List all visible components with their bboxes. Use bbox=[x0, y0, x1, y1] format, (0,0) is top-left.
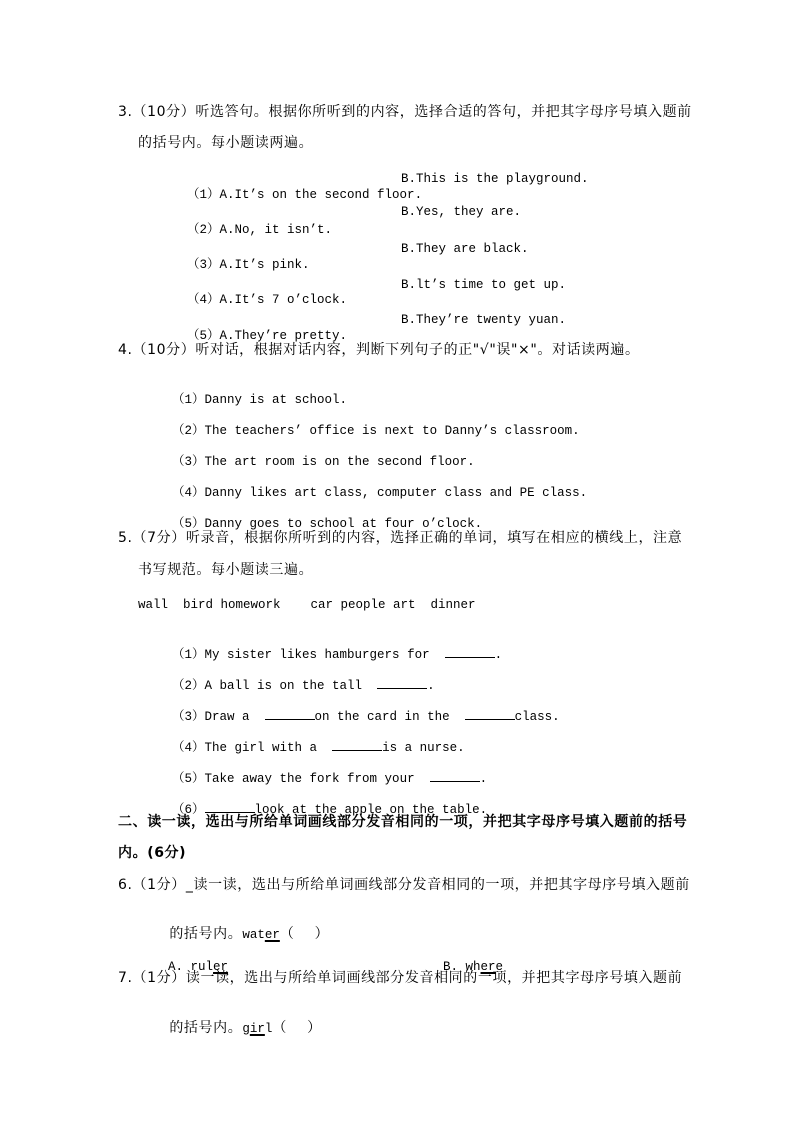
q5-item-text: Take away the fork from your bbox=[204, 772, 430, 786]
q7-header-line2 bbox=[138, 1001, 322, 1056]
q3-item-num: （3） bbox=[187, 258, 220, 272]
q5-item-text: My sister likes hamburgers for bbox=[204, 648, 445, 662]
answer-blank[interactable] bbox=[265, 707, 315, 720]
q4-item-num: （4） bbox=[172, 486, 205, 500]
q4-item-num: （3） bbox=[172, 455, 205, 469]
q5-item-text: look at the apple on the table. bbox=[254, 803, 488, 817]
answer-blank[interactable] bbox=[205, 800, 255, 813]
q5-item-text: Draw a bbox=[204, 710, 265, 724]
q5-item-num: （2） bbox=[172, 679, 205, 693]
q4-item-num: （5） bbox=[172, 517, 205, 531]
q6-word-part: wat bbox=[242, 928, 265, 942]
q5-word-bank: wall bird homework car people art dinner bbox=[138, 598, 476, 612]
q7-word-part: g bbox=[242, 1022, 250, 1036]
q5-item-text: . bbox=[479, 772, 488, 786]
q3-header-line2: 的括号内。每小题读两遍。 bbox=[138, 135, 314, 151]
q6-word-underlined: er bbox=[264, 928, 280, 942]
q5-item-text: class. bbox=[514, 710, 560, 724]
q5-item-num: （5） bbox=[172, 772, 205, 786]
q3-item-num: （1） bbox=[187, 188, 220, 202]
q4-item-num: （1） bbox=[172, 393, 205, 407]
q6-option-a-text: A. rul bbox=[168, 960, 214, 974]
q5-item-text: . bbox=[494, 648, 503, 662]
q3-option-b: B.lt’s time to get up. bbox=[401, 278, 567, 292]
q6-option-a-underlined: er bbox=[213, 960, 229, 974]
q6-prompt: 的括号内。 bbox=[169, 926, 243, 942]
q5-item-text: is a nurse. bbox=[382, 741, 465, 755]
q7-header-line1: 7.（1分）读一读，选出与所给单词画线部分发音相同的一项，并把其字母序号填入题前 bbox=[118, 970, 683, 986]
q6-option-b-underlined: er bbox=[480, 960, 496, 974]
q7-answer-paren[interactable]: （ ） bbox=[272, 1020, 322, 1036]
q7-word-part: l bbox=[264, 1022, 273, 1036]
q6-answer-paren[interactable]: （ ） bbox=[279, 926, 330, 942]
q3-option-a: A.No, it isn’t. bbox=[219, 223, 333, 237]
section2-title-line2: 内。(6分) bbox=[118, 845, 187, 861]
q3-option-a: A.It’s 7 o’clock. bbox=[219, 293, 348, 307]
q5-item-num: （1） bbox=[172, 648, 205, 662]
answer-blank[interactable] bbox=[332, 738, 382, 751]
q3-option-b: B.They are black. bbox=[401, 242, 529, 256]
q5-item-num: （6） bbox=[172, 803, 205, 817]
q6-word bbox=[242, 928, 280, 942]
q3-option-b: B.Yes, they are. bbox=[401, 205, 522, 219]
q3-item-num: （4） bbox=[187, 293, 220, 307]
q7-word bbox=[242, 1022, 272, 1036]
answer-blank[interactable] bbox=[465, 707, 515, 720]
q4-item-text: Danny likes art class, computer class and PE class. bbox=[204, 486, 588, 500]
q4-item-text: Danny goes to school at four o’clock. bbox=[204, 517, 483, 531]
answer-blank[interactable] bbox=[445, 645, 495, 658]
q5-item-text: A ball is on the tall bbox=[204, 679, 378, 693]
answer-blank[interactable] bbox=[377, 676, 427, 689]
q5-item-text: . bbox=[427, 679, 435, 693]
q3-option-a: A.It’s on the second floor. bbox=[219, 188, 423, 202]
q3-option-b: B.They’re twenty yuan. bbox=[401, 313, 567, 327]
section2-title-line1: 二、读一读，选出与所给单词画线部分发音相同的一项，并把其字母序号填入题前的括号 bbox=[118, 814, 688, 830]
q7-prompt: 的括号内。 bbox=[169, 1020, 243, 1036]
q6-header-line1: 6.（1分）_读一读，选出与所给单词画线部分发音相同的一项，并把其字母序号填入题前 bbox=[118, 877, 690, 893]
q4-item-text: The art room is on the second floor. bbox=[204, 455, 475, 469]
q3-item-num: （2） bbox=[187, 223, 220, 237]
q5-item-num: （3） bbox=[172, 710, 205, 724]
q3-item-num: （5） bbox=[187, 329, 220, 343]
q3-option-b: B.This is the playground. bbox=[401, 172, 589, 186]
q6-option-b-text: B. wh bbox=[443, 960, 481, 974]
q3-header-line1: 3.（10分）听选答句。根据你所听到的内容，选择合适的答句，并把其字母序号填入题前 bbox=[118, 104, 692, 120]
q5-item-num: （4） bbox=[172, 741, 205, 755]
q5-header-line2: 书写规范。每小题读三遍。 bbox=[138, 562, 314, 578]
q4-header: 4.（10分）听对话，根据对话内容，判断下列句子的正"√"误"×"。对话读两遍。 bbox=[118, 342, 640, 358]
q3-option-a: A.It’s pink. bbox=[219, 258, 310, 272]
q5-item-text: The girl with a bbox=[204, 741, 333, 755]
q4-item-text: The teachers’ office is next to Danny’s classroom. bbox=[204, 424, 580, 438]
answer-blank[interactable] bbox=[430, 769, 480, 782]
q7-word-underlined: ir bbox=[249, 1022, 265, 1036]
q5-item-text: on the card in the bbox=[314, 710, 465, 724]
q4-item-text: Danny is at school. bbox=[204, 393, 348, 407]
q5-header-line1: 5.（7分）听录音，根据你所听到的内容，选择正确的单词，填写在相应的横线上，注意 bbox=[118, 530, 683, 546]
q4-item-num: （2） bbox=[172, 424, 205, 438]
q6-option-b-text: e bbox=[495, 960, 504, 974]
q3-option-a: A.They’re pretty. bbox=[219, 329, 348, 343]
